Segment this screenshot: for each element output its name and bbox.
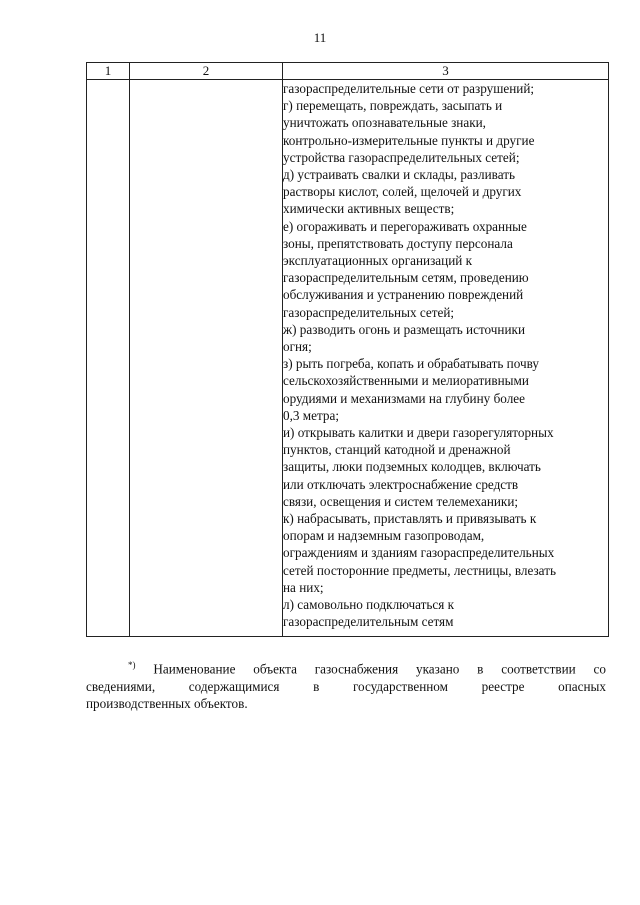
column-header-2: 2	[130, 63, 283, 80]
text-line: газораспределительным сетям, проведению	[283, 270, 529, 286]
text-line: е) огораживать и перегораживать охранные	[283, 218, 527, 234]
text-line: зоны, препятствовать доступу персонала	[283, 235, 513, 251]
text-line: пунктов, станций катодной и дренажной	[283, 442, 511, 458]
text-line: г) перемещать, повреждать, засыпать и	[283, 98, 503, 114]
footnote	[86, 657, 606, 712]
text-line: растворы кислот, солей, щелочей и других	[283, 184, 522, 200]
text-line: опорам и надземным газопроводам,	[283, 528, 485, 544]
text-line: орудиями и механизмами на глубину более	[283, 390, 525, 406]
text-line: д) устраивать свалки и склады, разливать	[283, 167, 515, 183]
text-line: сельскохозяйственными и мелиоративными	[283, 373, 529, 389]
text-line: 0,3 метра;	[283, 407, 340, 423]
text-line: химически активных веществ;	[283, 201, 455, 217]
column-header-3: 3	[283, 63, 609, 80]
text-line: л) самовольно подключаться к	[283, 597, 455, 613]
text-line: уничтожать опознавательные знаки,	[283, 115, 486, 131]
text-line: защиты, люки подземных колодцев, включать	[283, 459, 541, 475]
table-cell-col2	[130, 80, 283, 637]
footnote-text-1: Наименование объекта газоснабжения указано в соответствии со	[153, 661, 606, 677]
restrictions-table	[86, 62, 609, 637]
text-line: газораспределительным сетям	[283, 614, 454, 630]
text-line: огня;	[283, 339, 312, 355]
text-line: обслуживания и устранению повреждений	[283, 287, 524, 303]
text-line: эксплуатационных организаций к	[283, 253, 473, 269]
text-line: газораспределительные сети от разрушений;	[283, 81, 535, 96]
text-line: з) рыть погреба, копать и обрабатывать почву	[283, 356, 539, 372]
table-row	[87, 80, 609, 637]
text-line: связи, освещения и систем телемеханики;	[283, 493, 519, 509]
text-line: контрольно-измерительные пункты и другие	[283, 132, 535, 148]
column-header-1: 1	[87, 63, 130, 80]
text-line: ограждениям и зданиям газораспределительных	[283, 545, 555, 561]
table-header-row	[87, 63, 609, 80]
footnote-line-1	[86, 657, 606, 678]
text-line: или отключать электроснабжение средств	[283, 476, 519, 492]
page-number: 11	[313, 30, 327, 45]
text-line: ж) разводить огонь и размещать источники	[283, 321, 526, 337]
footnote-line-2: сведениями, содержащимися в государственном реестре опасных	[86, 678, 606, 694]
text-line: к) набрасывать, приставлять и привязывать к	[283, 511, 537, 527]
table-cell-col3	[283, 80, 609, 637]
text-line: газораспределительных сетей;	[283, 304, 455, 320]
text-line: и) открывать калитки и двери газорегуляторных	[283, 425, 554, 441]
text-line: на них;	[283, 579, 324, 595]
text-line: устройства газораспределительных сетей;	[283, 149, 520, 165]
text-line: сетей посторонние предметы, лестницы, влезать	[283, 562, 556, 578]
footnote-marker: *)	[128, 660, 136, 670]
table-cell-col1	[87, 80, 130, 637]
footnote-line-3: производственных объектов.	[86, 695, 248, 711]
